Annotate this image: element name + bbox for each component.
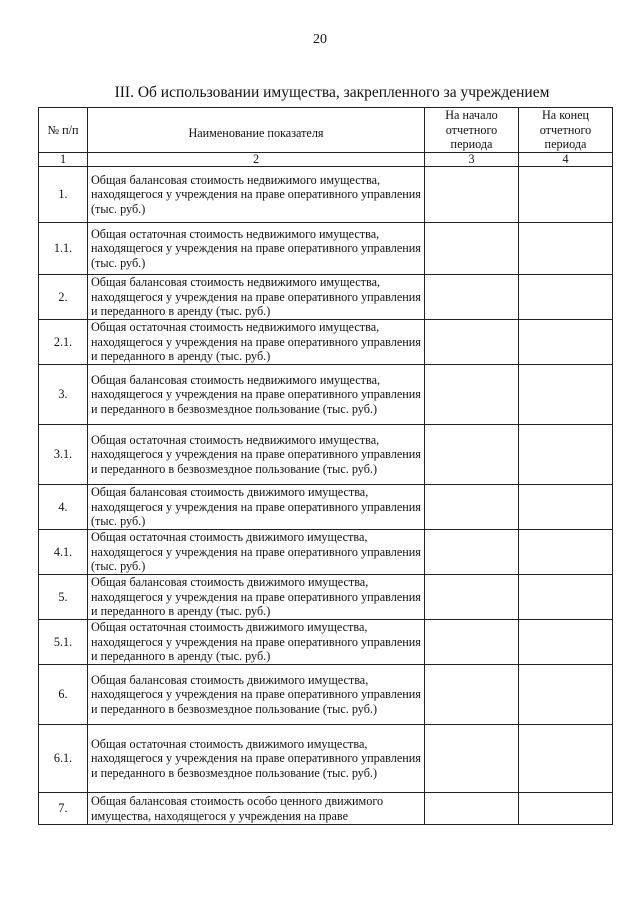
table-row [39,725,613,793]
column-index: 1 [39,153,88,167]
value-period-start [425,167,519,223]
row-number: 3. [39,365,88,425]
indicator-name: Общая балансовая стоимость недвижимого имущества, находящегося у учреждения на праве оперативного управления и переданного в аренду (тыс. руб.) [88,275,425,320]
indicator-name: Общая балансовая стоимость движимого имущества, находящегося у учреждения на праве оперативного управления и переданного в аренду (тыс. руб.) [88,575,425,620]
value-period-end [519,620,613,665]
value-period-start [425,530,519,575]
indicator-name: Общая остаточная стоимость недвижимого имущества, находящегося у учреждения на праве оперативного управления и переданного в аренду (тыс. руб.) [88,320,425,365]
value-period-end [519,320,613,365]
table-row [39,275,613,320]
table-row [39,485,613,530]
indicator-name: Общая балансовая стоимость недвижимого имущества, находящегося у учреждения на праве оперативного управления (тыс. руб.) [88,167,425,223]
row-number: 3.1. [39,425,88,485]
indicator-name: Общая балансовая стоимость движимого имущества, находящегося у учреждения на праве оперативного управления и переданного в безвозмездное пользование (тыс. руб.) [88,665,425,725]
table-body [39,167,613,825]
table-row [39,425,613,485]
value-period-end [519,725,613,793]
value-period-start [425,320,519,365]
value-period-start [425,485,519,530]
value-period-start [425,793,519,825]
value-period-start [425,275,519,320]
value-period-end [519,167,613,223]
indicator-name: Общая остаточная стоимость недвижимого имущества, находящегося у учреждения на праве оперативного управления (тыс. руб.) [88,223,425,275]
value-period-end [519,425,613,485]
value-period-start [425,665,519,725]
value-period-start [425,223,519,275]
value-period-start [425,425,519,485]
table-row [39,665,613,725]
indicator-name: Общая остаточная стоимость движимого имущества, находящегося у учреждения на праве оперативного управления (тыс. руб.) [88,530,425,575]
row-number: 6. [39,665,88,725]
row-number: 4. [39,485,88,530]
indicator-name: Общая остаточная стоимость движимого имущества, находящегося у учреждения на праве оперативного управления и переданного в аренду (тыс. руб.) [88,620,425,665]
header-period-end: На конец отчетного периода [519,108,613,153]
column-index: 4 [519,153,613,167]
header-period-start: На начало отчетного периода [425,108,519,153]
header-indicator-name: Наименование показателя [88,108,425,153]
value-period-start [425,575,519,620]
value-period-end [519,575,613,620]
value-period-end [519,530,613,575]
row-number: 5.1. [39,620,88,665]
value-period-start [425,725,519,793]
value-period-end [519,485,613,530]
indicator-name: Общая остаточная стоимость недвижимого имущества, находящегося у учреждения на праве оперативного управления и переданного в безвозмездное пользование (тыс. руб.) [88,425,425,485]
page-number: 20 [313,32,327,47]
column-index: 3 [425,153,519,167]
value-period-end [519,665,613,725]
row-number: 2.1. [39,320,88,365]
table-row [39,793,613,825]
value-period-end [519,275,613,320]
section-title: III. Об использовании имущества, закрепленного за учреждением [114,84,550,101]
table-row [39,167,613,223]
value-period-start [425,620,519,665]
table-row [39,365,613,425]
indicator-name: Общая балансовая стоимость движимого имущества, находящегося у учреждения на праве оперативного управления (тыс. руб.) [88,485,425,530]
indicator-name: Общая остаточная стоимость движимого имущества, находящегося у учреждения на праве оперативного управления и переданного в безвозмездное пользование (тыс. руб.) [88,725,425,793]
value-period-end [519,365,613,425]
row-number: 7. [39,793,88,825]
table-row [39,530,613,575]
column-index: 2 [88,153,425,167]
row-number: 4.1. [39,530,88,575]
table-row [39,575,613,620]
table-row [39,620,613,665]
row-number: 2. [39,275,88,320]
table-row [39,320,613,365]
row-number: 1.1. [39,223,88,275]
table-row [39,223,613,275]
value-period-end [519,793,613,825]
value-period-start [425,365,519,425]
header-number: № п/п [39,108,88,153]
property-usage-table [38,107,613,825]
row-number: 1. [39,167,88,223]
value-period-end [519,223,613,275]
row-number: 5. [39,575,88,620]
indicator-name: Общая балансовая стоимость недвижимого имущества, находящегося у учреждения на праве оперативного управления и переданного в безвозмездное пользование (тыс. руб.) [88,365,425,425]
indicator-name: Общая балансовая стоимость особо ценного движимого имущества, находящегося у учреждения на праве [88,793,425,825]
row-number: 6.1. [39,725,88,793]
